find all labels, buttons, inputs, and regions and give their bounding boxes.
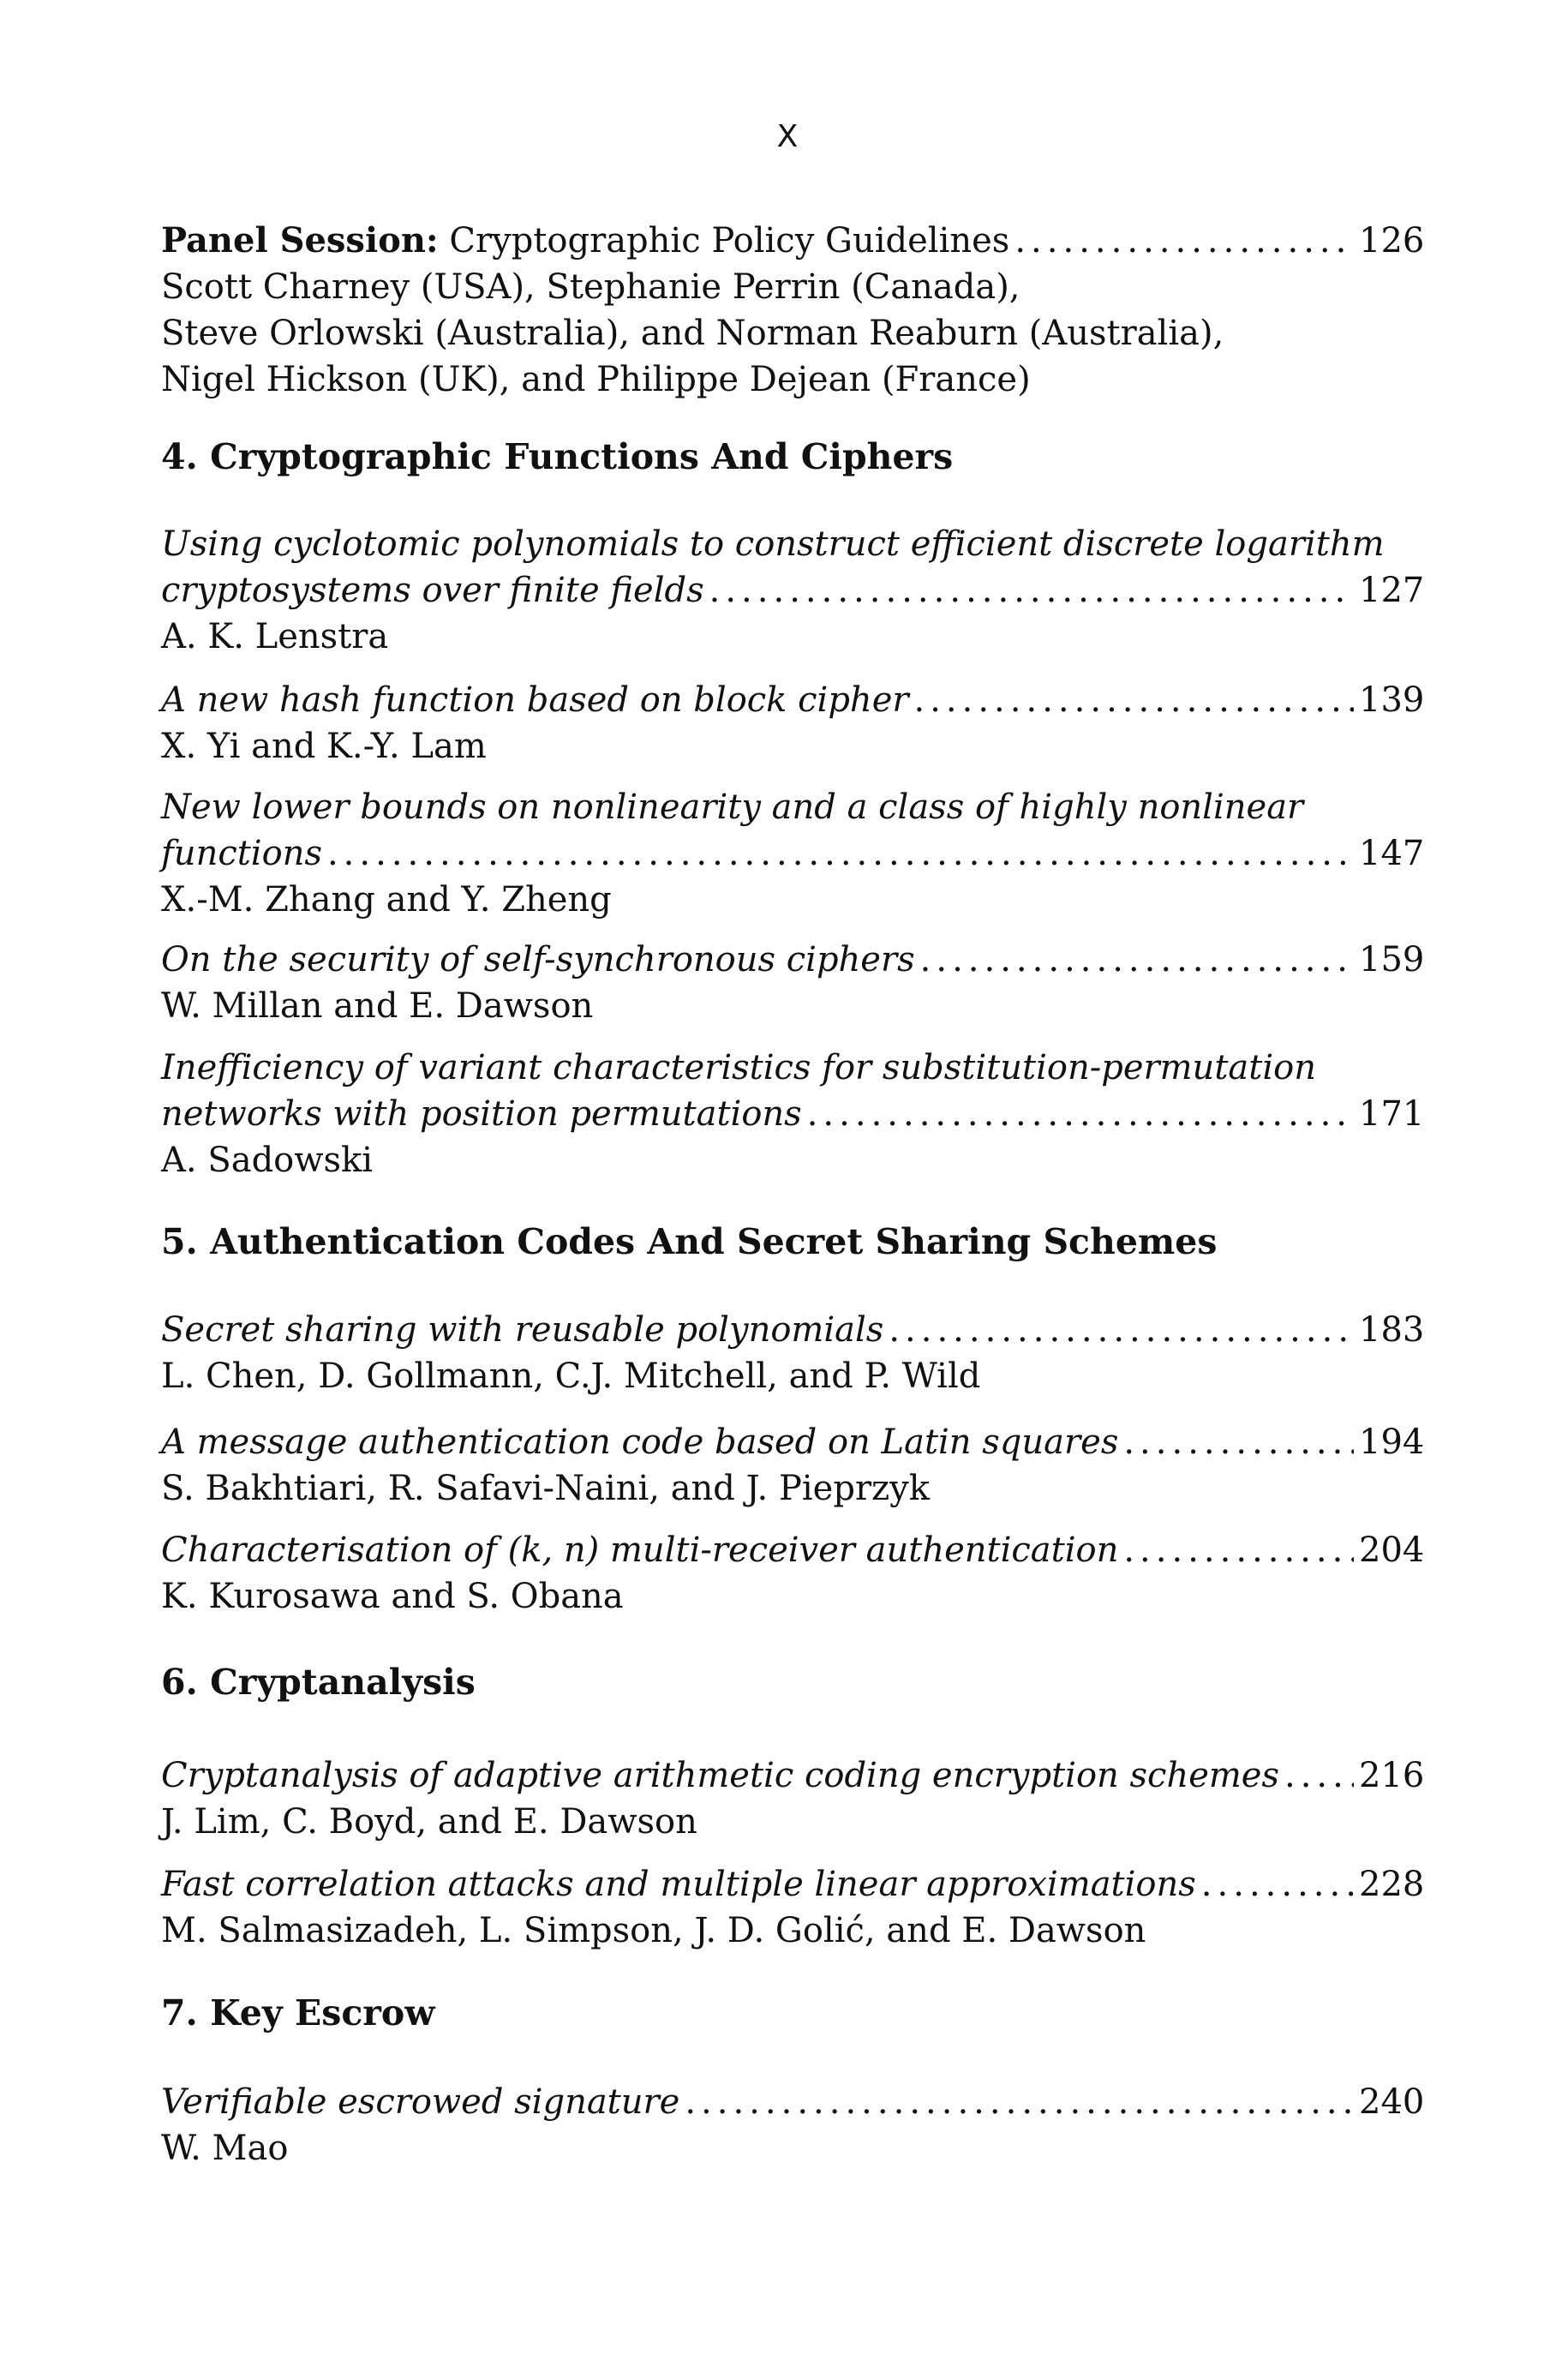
- entry-title: Verifiable escrowed signature: [161, 2082, 680, 2122]
- page-ref: 194: [1359, 1423, 1425, 1462]
- leader-dots: [807, 1091, 1354, 1137]
- entry-authors: J. Lim, C. Boyd, and E. Dawson: [161, 1802, 697, 1842]
- page-ref: 127: [1359, 571, 1425, 610]
- entry-title: Secret sharing with reusable polynomials: [161, 1310, 884, 1350]
- entry-authors: S. Bakhtiari, R. Safavi-Naini, and J. Pieprzyk: [161, 1469, 930, 1508]
- page-ref: 171: [1359, 1094, 1425, 1134]
- leader-dots: [685, 2079, 1354, 2125]
- entry-title-last-line: [161, 677, 1425, 723]
- entry-authors: A. K. Lenstra: [161, 617, 389, 656]
- panel-session-entry: [161, 218, 1425, 403]
- leader-dots: [327, 830, 1354, 877]
- page-ref: 126: [1359, 221, 1425, 261]
- page-ref: 183: [1359, 1310, 1425, 1350]
- page-ref: 216: [1359, 1756, 1425, 1795]
- entry-title: networks with position permutations: [161, 1094, 802, 1134]
- entry-title-last-line: [161, 1861, 1425, 1908]
- entry-authors: L. Chen, D. Gollmann, C.J. Mitchell, and P. Wild: [161, 1357, 981, 1396]
- page-ref: 240: [1359, 2082, 1425, 2122]
- section-heading: 4. Cryptographic Functions And Ciphers: [161, 436, 954, 477]
- toc-entry: [161, 1527, 1425, 1620]
- page-number: X: [776, 119, 799, 154]
- entry-authors: X.-M. Zhang and Y. Zheng: [161, 880, 612, 919]
- section-heading: 7. Key Escrow: [161, 1992, 435, 2034]
- entry-title-line: Using cyclotomic polynomials to construct efficient discrete logarithm: [161, 524, 1385, 564]
- entry-title: On the security of self-synchronous ciphers: [161, 940, 915, 979]
- entry-title: Cryptanalysis of adaptive arithmetic coding encryption schemes: [161, 1756, 1279, 1795]
- entry-title: A message authentication code based on Latin squares: [161, 1423, 1119, 1462]
- leader-dots: [709, 567, 1354, 614]
- leader-dots: [1123, 1419, 1354, 1465]
- entry-authors: K. Kurosawa and S. Obana: [161, 1577, 624, 1616]
- section-heading: 6. Cryptanalysis: [161, 1662, 476, 1703]
- entry-title-last-line: [161, 1419, 1425, 1465]
- entry-title: cryptosystems over finite fields: [161, 571, 704, 610]
- toc-entry: [161, 1752, 1425, 1845]
- page-ref: 228: [1359, 1865, 1425, 1904]
- toc-page: [161, 0, 1425, 2378]
- toc-entry: [161, 1861, 1425, 1954]
- entry-title-last-line: [161, 937, 1425, 983]
- entry-title: A new hash function based on block cipher: [161, 680, 909, 720]
- leader-dots: [1014, 218, 1354, 264]
- toc-entry: [161, 1045, 1425, 1183]
- entry-title-last-line: [161, 567, 1425, 614]
- toc-entry: [161, 1419, 1425, 1512]
- entry-title: Fast correlation attacks and multiple linear approximations: [161, 1865, 1196, 1904]
- panel-title-text: Cryptographic Policy Guidelines: [449, 221, 1010, 261]
- panel-participants-line: Scott Charney (USA), Stephanie Perrin (Canada),: [161, 267, 1020, 307]
- entry-title: Characterisation of (k, n) multi-receiver authentication: [161, 1530, 1119, 1570]
- entry-title-last-line: [161, 1091, 1425, 1137]
- entry-title-line: New lower bounds on nonlinearity and a class of highly nonlinear: [161, 788, 1304, 827]
- panel-participants-line: Steve Orlowski (Australia), and Norman Reaburn (Australia),: [161, 314, 1224, 353]
- toc-entry: [161, 784, 1425, 923]
- toc-entry: [161, 677, 1425, 770]
- entry-authors: W. Mao: [161, 2129, 289, 2168]
- panel-participants-line: Nigel Hickson (UK), and Philippe Dejean (France): [161, 360, 1031, 399]
- entry-authors: W. Millan and E. Dawson: [161, 986, 594, 1026]
- entry-authors: A. Sadowski: [161, 1141, 374, 1180]
- entry-authors: X. Yi and K.-Y. Lam: [161, 727, 487, 766]
- leader-dots: [889, 1307, 1354, 1353]
- leader-dots: [913, 677, 1354, 723]
- toc-entry: [161, 2079, 1425, 2171]
- entry-title-last-line: [161, 2079, 1425, 2125]
- leader-dots: [1201, 1861, 1354, 1908]
- toc-entry: [161, 937, 1425, 1029]
- panel-title: [161, 218, 1009, 264]
- page-ref: 139: [1359, 680, 1425, 720]
- page-ref: 147: [1359, 834, 1425, 873]
- leader-dots: [1284, 1752, 1354, 1799]
- leader-dots: [1123, 1527, 1354, 1573]
- entry-title: functions: [161, 834, 322, 873]
- entry-title-line: Inefficiency of variant characteristics for substitution-permutation: [161, 1048, 1316, 1087]
- entry-title-last-line: [161, 1307, 1425, 1353]
- panel-title-line: [161, 218, 1425, 264]
- toc-entry: [161, 1307, 1425, 1399]
- panel-label: Panel Session:: [161, 220, 439, 261]
- entry-title-last-line: [161, 830, 1425, 877]
- leader-dots: [920, 937, 1354, 983]
- entry-title-last-line: [161, 1752, 1425, 1799]
- entry-title-last-line: [161, 1527, 1425, 1573]
- page-ref: 159: [1359, 940, 1425, 979]
- entry-authors: M. Salmasizadeh, L. Simpson, J. D. Golić, and E. Dawson: [161, 1911, 1146, 1950]
- section-heading: 5. Authentication Codes And Secret Sharing Schemes: [161, 1221, 1218, 1262]
- toc-entry: [161, 521, 1425, 660]
- page-ref: 204: [1359, 1530, 1425, 1570]
